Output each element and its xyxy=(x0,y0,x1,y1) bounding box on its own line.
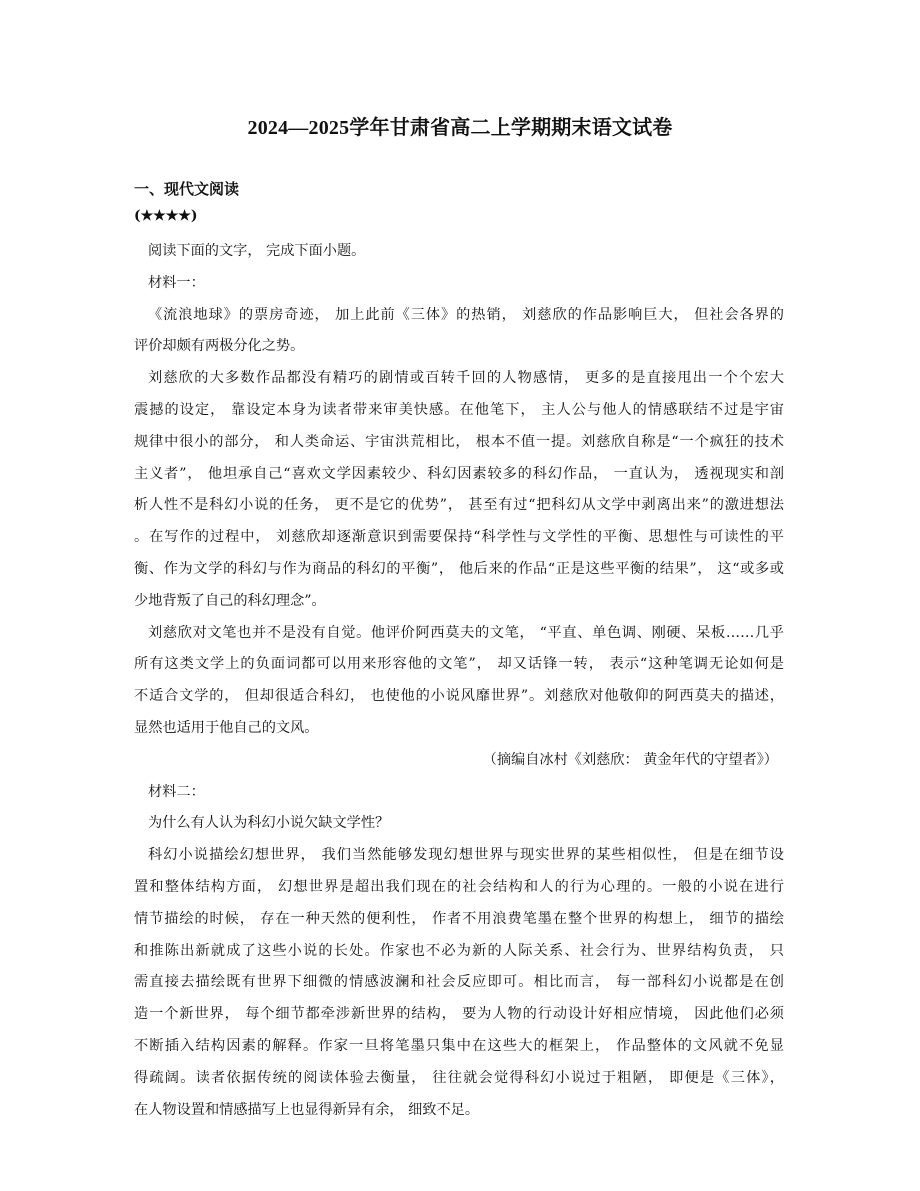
text-line: 少地背叛了自己的科幻理念”。 xyxy=(134,592,326,609)
text-line: 《流浪地球》的票房奇迹， 加上此前《三体》的热销， 刘慈欣的作品影响巨大， 但社会各界的 xyxy=(148,306,784,323)
material-two-question: 为什么有人认为科幻小说欠缺文学性？ xyxy=(148,815,390,832)
text-line: 析人性不是科幻小说的任务， 更不是它的优势”， 甚至有过“把科幻从文学中剥离出来”的激进想法 xyxy=(134,497,784,514)
text-line: 震撼的设定， 靠设定本身为读者带来审美快感。在他笔下， 主人公与他人的情感联结不过是宇宙 xyxy=(134,401,784,418)
text-line: 和推陈出新就成了这些小说的长处。作家也不必为新的人际关系、社会行为、世界结构负责， 只 xyxy=(134,942,784,959)
text-line: 衡、作为文学的科幻与作为商品的科幻的平衡”， 他后来的作品“正是这些平衡的结果”， 这“或多或 xyxy=(134,560,784,577)
text-line: 需直接去描绘既有世界下细微的情感波澜和社会反应即可。相比而言， 每一部科幻小说都是在创 xyxy=(134,974,784,991)
text-line: 。在写作的过程中， 刘慈欣却逐渐意识到需要保持“科学性与文学性的平衡、思想性与可读性的平 xyxy=(134,529,784,546)
paragraph xyxy=(134,363,784,617)
text-line: 得疏阔。读者依据传统的阅读体验去衡量， 往往就会觉得科幻小说过于粗陋， 即便是《三体》， xyxy=(134,1069,784,1086)
paragraph xyxy=(134,840,784,1126)
text-line: 刘慈欣对文笔也并不是没有自觉。他评价阿西莫夫的文笔， “平直、单色调、刚硬、呆板……几乎 xyxy=(148,624,784,641)
material-two-body xyxy=(134,840,784,1126)
paragraph xyxy=(134,618,784,745)
text-line: 评价却颇有两极分化之势。 xyxy=(134,338,305,355)
text-line: 在人物设置和情感描写上也显得新异有余， 细致不足。 xyxy=(134,1101,480,1118)
text-line: 显然也适用于他自己的文风。 xyxy=(134,719,319,736)
text-line: 造一个新世界， 每个细节都牵涉新世界的结构， 要为人物的行动设计好相应情境， 因此他们必须 xyxy=(134,1006,784,1023)
text-line: 不断插入结构因素的解释。作家一旦将笔墨只集中在这些大的框架上， 作品整体的文风就不免显 xyxy=(134,1037,784,1054)
reading-passage xyxy=(134,236,784,1126)
paragraph xyxy=(134,300,784,364)
text-line: 规律中很小的部分， 和人类命运、宇宙洪荒相比， 根本不值一提。刘慈欣自称是“一个疯狂的技术 xyxy=(134,433,784,450)
instruction-text: 阅读下面的文字， 完成下面小题。 xyxy=(148,243,366,259)
text-line: 所有这类文学上的负面词都可以用来形容他的文笔”， 却又话锋一转， 表示“这种笔调无论如何是 xyxy=(134,656,784,673)
material-two-label: 材料二： xyxy=(148,783,205,800)
material-one-body xyxy=(134,300,784,745)
text-line: 情节描绘的时候， 存在一种天然的便利性， 作者不用浪费笔墨在整个世界的构想上， 细节的描绘 xyxy=(134,910,784,927)
material-one-source: （摘编自冰村《刘慈欣： 黄金年代的守望者》） xyxy=(482,751,778,768)
text-line: 不适合文学的， 但却很适合科幻， 也使他的小说风靡世界”。刘慈欣对他敬仰的阿西莫夫的描述， xyxy=(134,688,784,705)
difficulty-rating: (★★★★) xyxy=(134,208,198,224)
text-line: 刘慈欣的大多数作品都没有精巧的剧情或百转千回的人物感情， 更多的是直接甩出一个个宏大 xyxy=(148,370,784,387)
text-line: 置和整体结构方面， 幻想世界是超出我们现在的社会结构和人的行为心理的。一般的小说在进行 xyxy=(134,878,784,895)
text-line: 主义者”， 他坦承自己“喜欢文学因素较少、科幻因素较多的科幻作品， 一直认为， 透视现实和剖 xyxy=(134,465,784,482)
section-heading: 一、现代文阅读 xyxy=(134,180,240,198)
page-title: 2024—2025学年甘肃省高二上学期期末语文试卷 xyxy=(247,117,673,139)
material-one-label: 材料一： xyxy=(148,274,205,291)
text-line: 科幻小说描绘幻想世界， 我们当然能够发现幻想世界与现实世界的某些相似性， 但是在细节设 xyxy=(148,847,784,864)
